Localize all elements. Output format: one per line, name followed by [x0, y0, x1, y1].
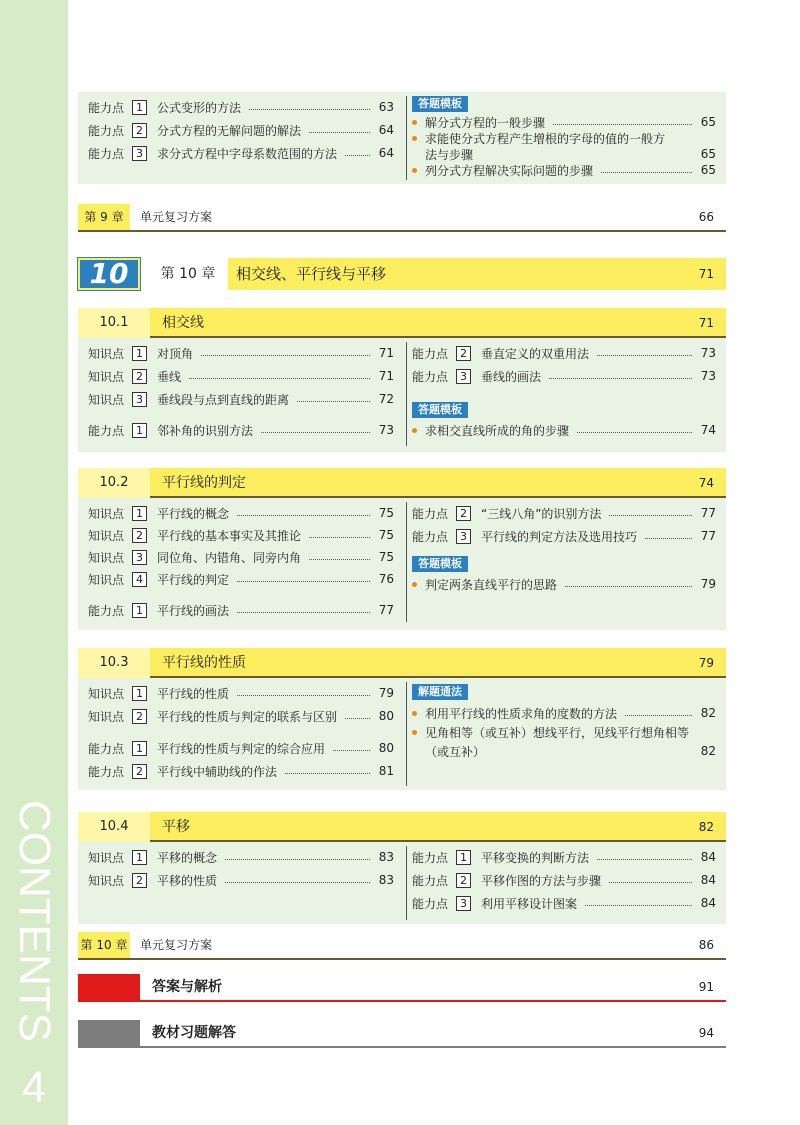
toc-entry[interactable]: 列分式方程解决实际问题的步骤 65 [412, 162, 716, 178]
toc-entry[interactable]: 能力点 2 平移作图的方法与步骤 84 [412, 873, 716, 888]
bullet-icon [412, 582, 417, 587]
textbook-answers-row[interactable]: 教材习题解答 94 [78, 1020, 726, 1048]
column-divider [406, 96, 407, 180]
page-number: 4 [21, 1063, 47, 1112]
answer-template-tag: 答题模板 [412, 402, 468, 418]
toc-entry[interactable]: 能力点 3 平行线的判定方法及选用技巧 77 [412, 529, 716, 544]
chapter10-header[interactable]: 10 第 10 章 相交线、平行线与平移 71 [78, 258, 726, 290]
sidebar [0, 0, 68, 1125]
sidebar-label [6, 800, 62, 1116]
bullet-icon [412, 711, 417, 716]
column-divider [406, 682, 407, 786]
toc-entry[interactable]: 能力点 2 垂直定义的双重用法 73 [412, 346, 716, 361]
section-10-1 [78, 308, 726, 452]
toc-entry[interactable]: 能力点 2 分式方程的无解问题的解法 64 [88, 123, 394, 138]
answer-template-tag: 答题模板 [412, 96, 468, 112]
column-divider [406, 846, 407, 920]
chapter9-review-row[interactable]: 第 9 章 单元复习方案 66 [78, 204, 726, 232]
answers-color-block [78, 974, 140, 1002]
toc-entry[interactable]: 见角相等（或互补）想线平行，见线平行想角相等 [412, 724, 716, 740]
section-10-4 [78, 812, 726, 924]
toc-entry[interactable]: 能力点 1 平行线的性质与判定的综合应用 80 [88, 741, 394, 756]
toc-entry[interactable]: 求能使分式方程产生增根的字母的值的一般方 [412, 130, 716, 146]
toc-entry[interactable]: 能力点 1 平移变换的判断方法 84 [412, 850, 716, 865]
toc-entry[interactable]: 知识点 1 平行线的概念 75 [88, 506, 394, 521]
toc-entry[interactable]: 知识点 1 平移的概念 83 [88, 850, 394, 865]
bullet-icon [412, 120, 417, 125]
toc-entry-continued[interactable]: 法与步骤 65 [425, 147, 716, 162]
toc-entry-continued[interactable]: （或互补） 82 [425, 744, 716, 759]
section-10-3 [78, 648, 726, 790]
toc-entry[interactable]: 知识点 3 垂线段与点到直线的距离 72 [88, 392, 394, 407]
toc-entry[interactable]: 知识点 1 对顶角 71 [88, 346, 394, 361]
section-10-2 [78, 468, 726, 630]
bullet-icon [412, 168, 417, 173]
toc-entry[interactable]: 知识点 2 平行线的基本事实及其推论 75 [88, 528, 394, 543]
toc-entry[interactable]: 知识点 2 平移的性质 83 [88, 873, 394, 888]
toc-entry[interactable]: 能力点 1 平行线的画法 77 [88, 603, 394, 618]
section-header[interactable]: 10.4 平移 82 [78, 812, 726, 842]
section-header[interactable]: 10.1 相交线 71 [78, 308, 726, 338]
textbook-color-block [78, 1020, 140, 1048]
toc-entry[interactable]: 能力点 3 利用平移设计图案 84 [412, 896, 716, 911]
toc-entry[interactable]: 判定两条直线平行的思路 79 [412, 576, 716, 592]
chapter9-tail-box [78, 92, 726, 184]
toc-entry[interactable]: 能力点 1 邻补角的识别方法 73 [88, 423, 394, 438]
solving-method-tag: 解题通法 [412, 684, 468, 700]
column-divider [406, 502, 407, 622]
answers-row[interactable]: 答案与解析 91 [78, 974, 726, 1002]
bullet-icon [412, 730, 417, 735]
chapter10-review-row[interactable]: 第 10 章 单元复习方案 86 [78, 932, 726, 960]
toc-entry[interactable]: 求相交直线所成的角的步骤 74 [412, 422, 716, 438]
toc-entry[interactable]: 能力点 3 垂线的画法 73 [412, 369, 716, 384]
chapter-title: 相交线、平行线与平移 [236, 265, 387, 283]
section-header[interactable]: 10.2 平行线的判定 74 [78, 468, 726, 498]
chapter-badge: 10 [78, 258, 140, 290]
bullet-icon [412, 428, 417, 433]
toc-entry[interactable]: 解分式方程的一般步骤 65 [412, 114, 716, 130]
section-header[interactable]: 10.3 平行线的性质 79 [78, 648, 726, 678]
toc-entry[interactable]: 能力点 1 公式变形的方法 63 [88, 100, 394, 115]
toc-entry[interactable]: 知识点 1 平行线的性质 79 [88, 686, 394, 701]
answer-template-tag: 答题模板 [412, 556, 468, 572]
toc-entry[interactable]: 知识点 4 平行线的判定 76 [88, 572, 394, 587]
toc-entry[interactable]: 能力点 3 求分式方程中字母系数范围的方法 64 [88, 146, 394, 161]
toc-entry[interactable]: 知识点 3 同位角、内错角、同旁内角 75 [88, 550, 394, 565]
toc-entry[interactable]: 知识点 2 垂线 71 [88, 369, 394, 384]
toc-entry[interactable]: 能力点 2 平行线中辅助线的作法 81 [88, 764, 394, 779]
toc-entry[interactable]: 利用平行线的性质求角的度数的方法 82 [412, 705, 716, 721]
column-divider [406, 342, 407, 446]
contents-word: CONTENTS [10, 800, 59, 1042]
toc-entry[interactable]: 知识点 2 平行线的性质与判定的联系与区别 80 [88, 709, 394, 724]
bullet-icon [412, 136, 417, 141]
toc-entry[interactable]: 能力点 2 “三线八角”的识别方法 77 [412, 506, 716, 521]
